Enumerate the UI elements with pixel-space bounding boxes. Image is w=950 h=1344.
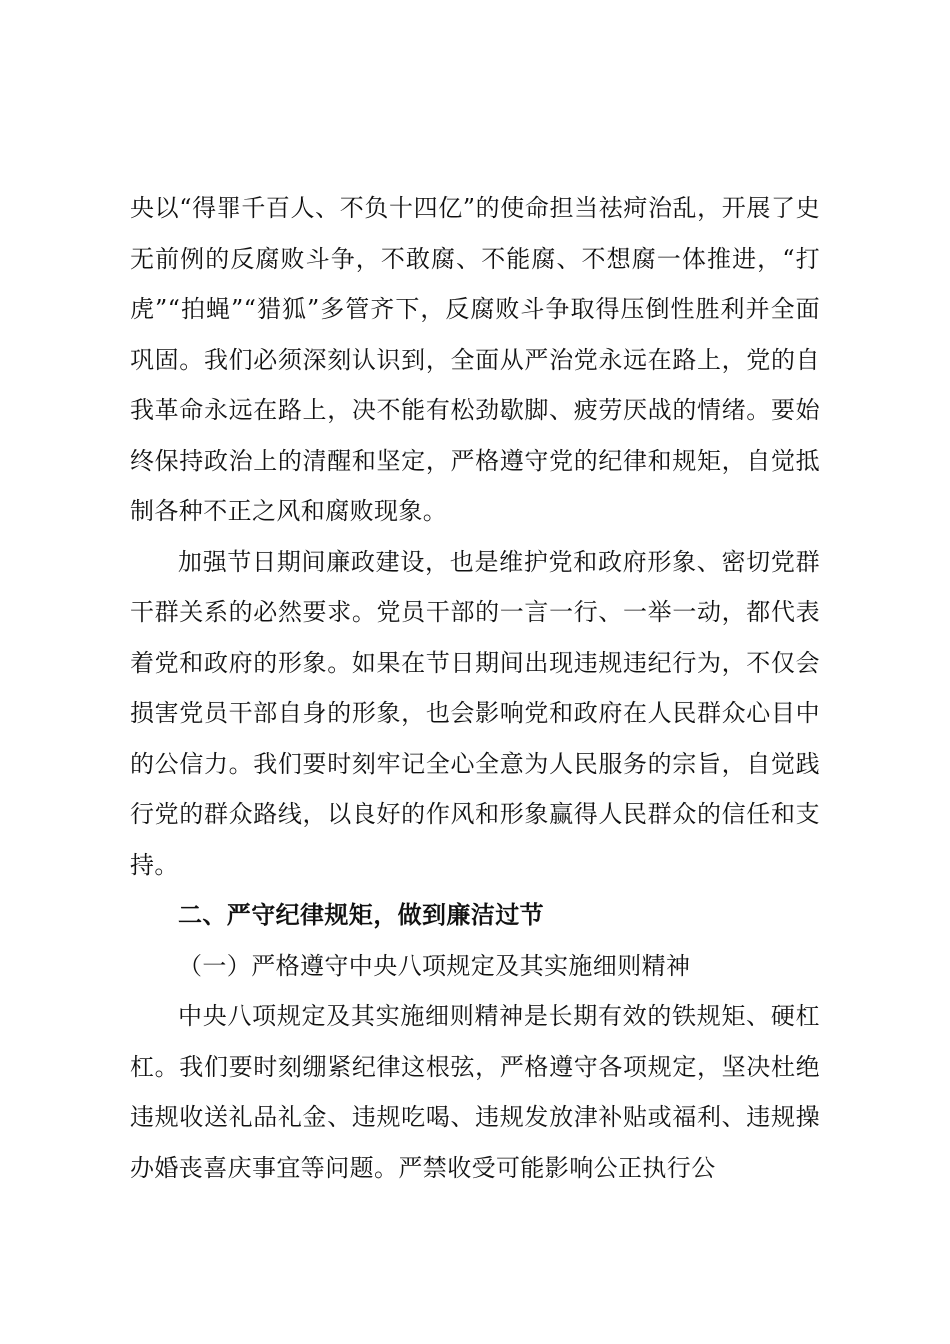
paragraph-anti-corruption-continuation: 央以“得罪千百人、不负十四亿”的使命担当祛疴治乱，开展了史无前例的反腐败斗争，不敢腐、不能腐、不想腐一体推进，“打虎”“拍蝇”“猎狐”多管齐下，反腐败斗争取得压倒性胜利并全面巩固。我们必须深刻认识到，全面从严治党永远在路上，党的自我革命永远在路上，决不能有松劲歇脚、疲劳厌战的情绪。要始终保持政治上的清醒和坚定，严格遵守党的纪律和规矩，自觉抵制各种不正之风和腐败现象。	[130, 194, 820, 525]
paragraph-holiday-integrity: 加强节日期间廉政建设，也是维护党和政府形象、密切党群干群关系的必然要求。党员干部的一言一行、一举一动，都代表着党和政府的形象。如果在节日期间出现违规违纪行为，不仅会损害党员干部自身的形象，也会影响党和政府在人民群众心目中的公信力。我们要时刻牢记全心全意为人民服务的宗旨，自觉践行党的群众路线，以良好的作风和形象赢得人民群众的信任和支持。	[130, 547, 820, 879]
subsection-heading-one: （一）严格遵守中央八项规定及其实施细则精神	[178, 951, 691, 980]
section-heading-two: 二、严守纪律规矩，做到廉洁过节	[178, 901, 544, 929]
document-body	[130, 183, 820, 1193]
paragraph-eight-point-regulations: 中央八项规定及其实施细则精神是长期有效的铁规矩、硬杠杠。我们要时刻绷紧纪律这根弦，严格遵守各项规定，坚决杜绝违规收送礼品礼金、违规吃喝、违规发放津补贴或福利、违规操办婚丧喜庆事宜等问题。严禁收受可能影响公正执行公	[130, 1002, 820, 1182]
